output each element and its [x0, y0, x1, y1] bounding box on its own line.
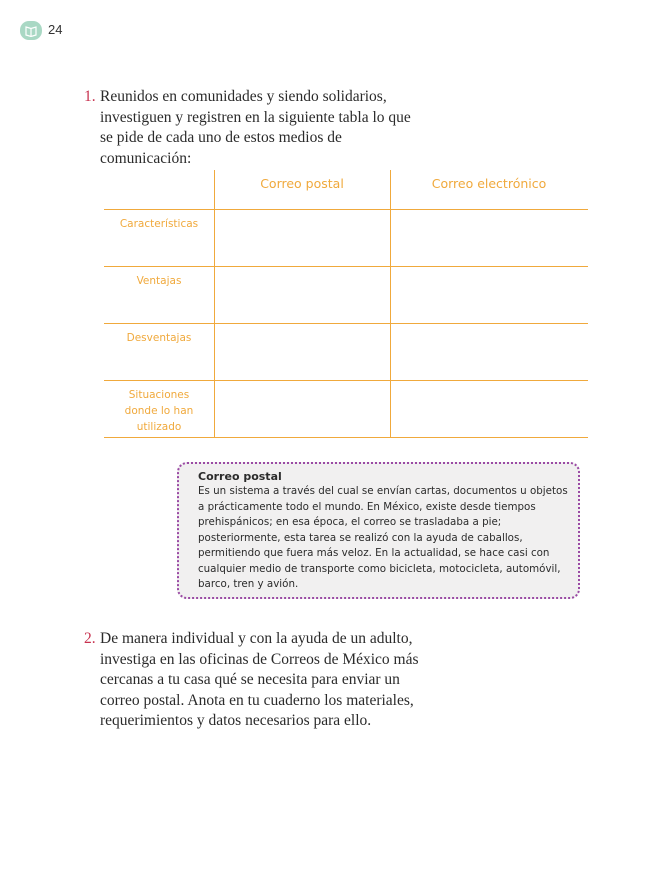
- activity-2-number: 2.: [84, 630, 96, 647]
- media-comparison-table: [104, 170, 588, 438]
- column-header-correo-postal: Correo postal: [260, 176, 344, 191]
- table-divider: [104, 266, 588, 267]
- book-icon: [25, 25, 37, 37]
- activity-1-text: Reunidos en comunidades y siendo solidarios, investiguen y registren en la siguiente tabla lo que se pide de cada uno de estos medios de comunicación:: [100, 88, 411, 167]
- row-header-situaciones: Situaciones donde lo han utilizado: [124, 389, 194, 433]
- row-header-desventajas: Desventajas: [126, 332, 192, 344]
- info-box-body: Es un sistema a través del cual se envían cartas, documentos u objetos a prácticamente todo el mundo. En México, existe desde tiempos prehispánicos; en esa época, el correo se trasladaba a pie; posteriormente, esta tarea se realizó con la ayuda de caballos, permitiendo que fuera más veloz. En la actualidad, se hace casi con cualquier medio de transporte como bicicleta, motocicleta, automóvil, barco, tren y avión.: [198, 485, 568, 590]
- activity-2-text: De manera individual y con la ayuda de un adulto, investiga en las oficinas de Correos de México más cercanas a tu casa qué se necesita para enviar un correo postal. Anota en tu cuaderno los materiales, requerimientos y datos necesarios para ello.: [100, 630, 419, 729]
- column-header-correo-electronico: Correo electrónico: [431, 176, 547, 191]
- table-divider: [214, 170, 215, 438]
- info-box-title: Correo postal: [198, 470, 282, 483]
- row-header-ventajas: Ventajas: [136, 275, 182, 287]
- activity-1: [84, 87, 424, 169]
- table-divider: [104, 437, 588, 438]
- row-header-caracteristicas: Características: [119, 218, 199, 230]
- table-divider: [104, 209, 588, 210]
- page-badge: [20, 21, 42, 40]
- activity-2: [84, 629, 424, 732]
- table-divider: [104, 380, 588, 381]
- table-divider: [390, 170, 391, 438]
- activity-1-number: 1.: [84, 88, 96, 105]
- page-number: 24: [48, 22, 63, 37]
- info-box-correo-postal: [177, 462, 580, 599]
- table-divider: [104, 323, 588, 324]
